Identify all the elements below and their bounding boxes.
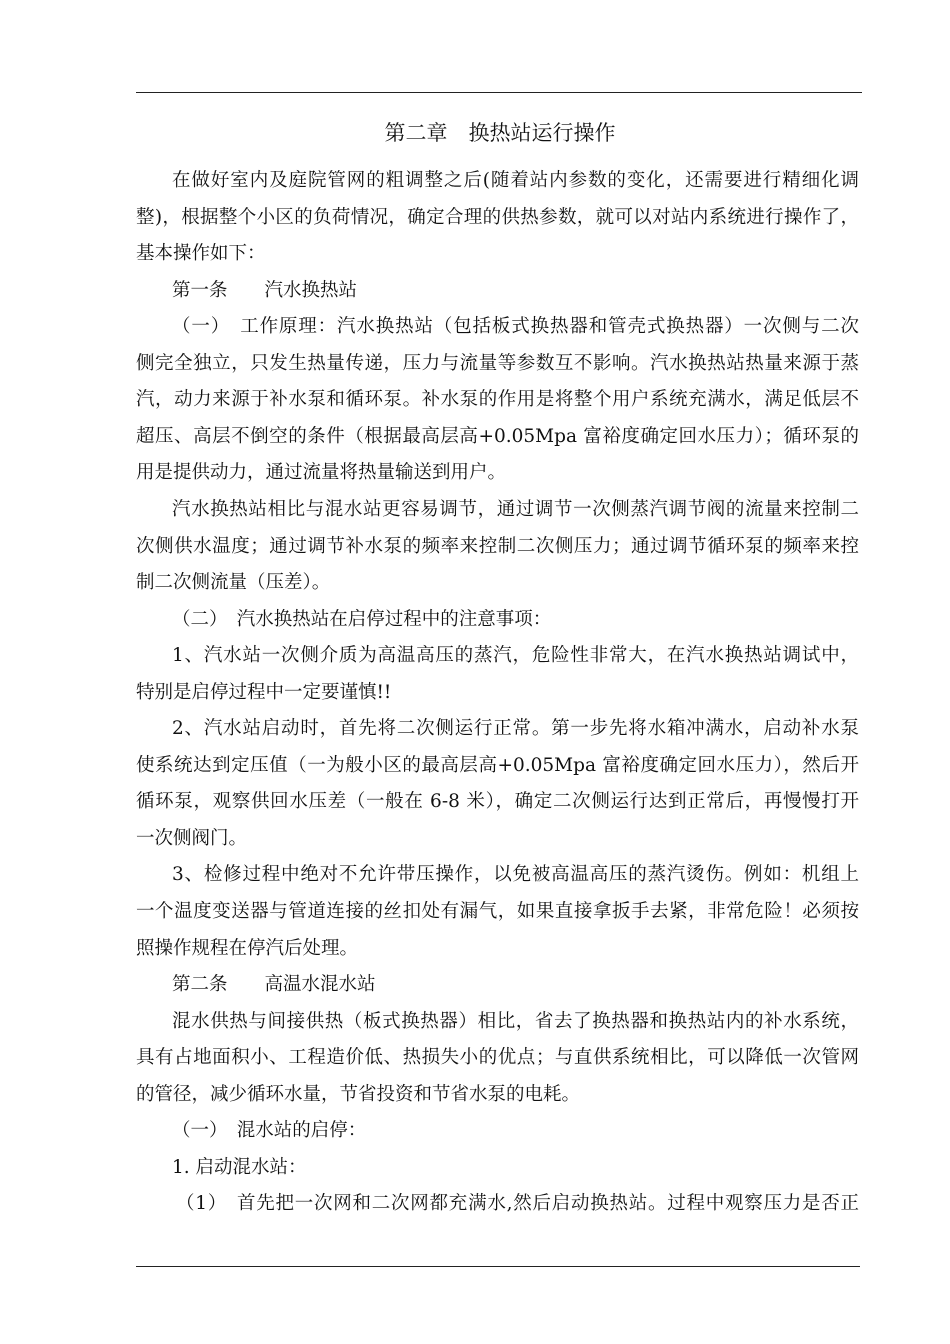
text-line: 1. 启动混水站：	[172, 1157, 307, 1178]
text-line: （1） 首先把一次网和二次网都充满水,然后启动换热站。过程中观察压力是否正	[176, 1193, 859, 1214]
text-line: 一个温度变送器与管道连接的丝扣处有漏气，如果直接拿扳手去紧，非常危险！必须按	[136, 901, 859, 922]
text-line: 使系统达到定压值（一为般小区的最高层高+0.05Mpa 富裕度确定回水压力），然后开	[136, 755, 859, 776]
text-line: 汽，动力来源于补水泵和循环泵。补水泵的作用是将整个用户系统充满水，满足低层不	[136, 389, 859, 410]
text-line: （一） 工作原理：汽水换热站（包括板式换热器和管壳式换热器）一次侧与二次	[172, 316, 859, 337]
text-line: 具有占地面积小、工程造价低、热损失小的优点；与直供系统相比，可以降低一次管网	[136, 1047, 859, 1068]
text-line: 特别是启停过程中一定要谨慎!!	[136, 682, 392, 703]
text-line: 混水供热与间接供热（板式换热器）相比，省去了换热器和换热站内的补水系统，	[172, 1011, 859, 1032]
text-line: 的管径，减少循环水量，节省投资和节省水泵的电耗。	[136, 1084, 581, 1105]
text-line: 一次侧阀门。	[136, 828, 248, 849]
text-line: 汽水换热站相比与混水站更容易调节，通过调节一次侧蒸汽调节阀的流量来控制二	[172, 499, 859, 520]
text-line: 1、汽水站一次侧介质为高温高压的蒸汽，危险性非常大，在汽水换热站调试中，	[172, 645, 859, 666]
text-line: 第一条 汽水换热站	[172, 280, 358, 301]
text-line: 整)，根据整个小区的负荷情况，确定合理的供热参数，就可以对站内系统进行操作了，	[136, 207, 859, 228]
text-line: 制二次侧流量（压差）。	[136, 572, 331, 593]
header-rule	[136, 92, 862, 93]
text-line: 在做好室内及庭院管网的粗调整之后(随着站内参数的变化，还需要进行精细化调	[172, 170, 859, 191]
text-line: 循环泵，观察供回水压差（一般在 6-8 米），确定二次侧运行达到正常后，再慢慢打开	[136, 791, 859, 812]
chapter-title: 第二章 换热站运行操作	[384, 121, 616, 145]
text-line: 用是提供动力，通过流量将热量输送到用户。	[136, 462, 507, 483]
text-line: 3、检修过程中绝对不允许带压操作，以免被高温高压的蒸汽烫伤。例如：机组上	[172, 864, 859, 885]
footer-rule	[136, 1266, 860, 1267]
text-line: （二） 汽水换热站在启停过程中的注意事项：	[172, 609, 552, 630]
text-line: 照操作规程在停汽后处理。	[136, 938, 359, 959]
text-line: 超压、高层不倒空的条件（根据最高层高+0.05Mpa 富裕度确定回水压力）；循环泵的	[136, 426, 859, 447]
text-line: 基本操作如下：	[136, 243, 266, 264]
text-line: （一） 混水站的启停：	[172, 1120, 367, 1141]
text-line: 次侧供水温度；通过调节补水泵的频率来控制二次侧压力；通过调节循环泵的频率来控	[136, 536, 859, 557]
text-line: 2、汽水站启动时，首先将二次侧运行正常。第一步先将水箱冲满水，启动补水泵	[172, 718, 859, 739]
text-line: 第二条 高温水混水站	[172, 974, 376, 995]
text-line: 侧完全独立，只发生热量传递，压力与流量等参数互不影响。汽水换热站热量来源于蒸	[136, 353, 859, 374]
